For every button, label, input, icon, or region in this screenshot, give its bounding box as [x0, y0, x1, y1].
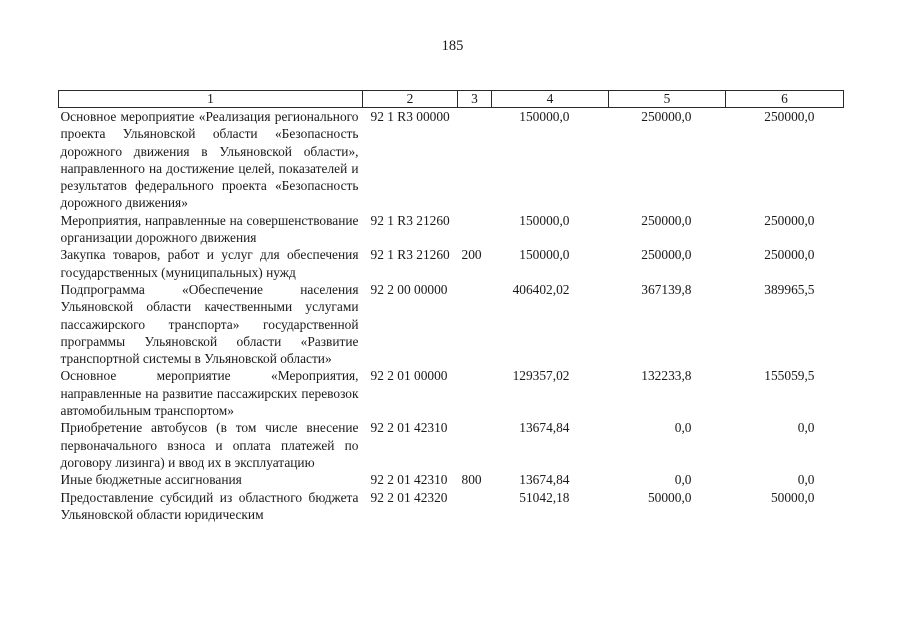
row-type-cell	[458, 489, 492, 524]
row-value-year2: 0,0	[674, 420, 692, 436]
page-number: 185	[441, 38, 464, 54]
row-code-cell: 92 2 00 00000	[370, 281, 448, 297]
budget-table	[58, 90, 844, 523]
row-code-cell: 92 1 R3 21260	[370, 212, 450, 228]
row-name-cell: Основное мероприятие «Реализация регионального проекта Ульяновской области «Безопасность дорожного движения в Ульяновской области», направленного на достижение целей, показателей и результатов федерального проекта «Безопасность дорожного движения»	[60, 109, 359, 211]
table-row	[59, 489, 844, 524]
header-col-5: 5	[609, 91, 726, 108]
row-name-cell: Основное мероприятие «Мероприятия, направленные на развитие пассажирских перевозок автомобильным транспортом»	[60, 368, 359, 419]
table-row	[59, 281, 844, 367]
row-value-year1: 150000,0	[519, 212, 570, 228]
row-type-cell: 200	[461, 247, 482, 263]
row-value-year2: 50000,0	[647, 489, 692, 505]
row-value-year1: 51042,18	[519, 489, 570, 505]
table-row	[59, 212, 844, 247]
row-value-year1: 13674,84	[519, 420, 570, 436]
row-value-year1: 129357,02	[512, 368, 570, 384]
row-name-cell: Мероприятия, направленные на совершенствование организации дорожного движения	[60, 212, 359, 246]
row-value-year3: 389965,5	[764, 281, 815, 297]
row-value-year2: 367139,8	[641, 281, 692, 297]
table-row	[59, 471, 844, 488]
table-body	[59, 108, 844, 524]
row-name-cell: Приобретение автобусов (в том числе внесение первоначального взноса и оплата платежей по договору лизинга) и ввод их в эксплуатацию	[60, 420, 359, 470]
row-code-cell: 92 1 R3 00000	[370, 109, 450, 124]
row-value-year3: 250000,0	[764, 212, 815, 228]
row-type-cell	[458, 419, 492, 471]
row-value-year2: 250000,0	[641, 212, 692, 228]
row-type-cell	[458, 367, 492, 419]
row-value-year1: 150000,0	[519, 247, 570, 263]
row-type-cell	[458, 281, 492, 367]
row-type-cell: 800	[461, 472, 482, 488]
table-header-row	[59, 91, 844, 108]
row-type-cell	[458, 108, 492, 212]
row-value-year2: 250000,0	[641, 247, 692, 263]
row-name-cell: Закупка товаров, работ и услуг для обеспечения государственных (муниципальных) нужд	[60, 247, 359, 280]
header-col-6: 6	[726, 91, 844, 108]
row-name-cell: Иные бюджетные ассигнования	[60, 472, 242, 488]
header-col-4: 4	[492, 91, 609, 108]
row-value-year3: 50000,0	[770, 489, 815, 505]
row-type-cell	[458, 212, 492, 247]
table-row	[59, 246, 844, 281]
row-value-year3: 250000,0	[764, 109, 815, 124]
row-value-year3: 0,0	[797, 472, 815, 488]
row-value-year3: 155059,5	[764, 368, 815, 384]
row-name-cell: Предоставление субсидий из областного бюджета Ульяновской области юридическим	[60, 489, 359, 522]
table-row	[59, 367, 844, 419]
header-col-3: 3	[458, 91, 492, 108]
row-name-cell: Подпрограмма «Обеспечение населения Ульяновской области качественными услугами пассажирского транспорта» государственной программы Ульяновской области «Развитие транспортной системы в Ульяновской области»	[60, 281, 359, 367]
table-row	[59, 419, 844, 471]
row-value-year2: 0,0	[674, 472, 692, 488]
row-code-cell: 92 2 01 42320	[370, 489, 448, 505]
row-code-cell: 92 2 01 42310	[370, 420, 448, 436]
row-code-cell: 92 1 R3 21260	[370, 247, 450, 263]
row-value-year2: 132233,8	[641, 368, 692, 384]
row-value-year1: 406402,02	[512, 281, 570, 297]
row-value-year1: 150000,0	[519, 109, 570, 124]
header-col-1: 1	[59, 91, 363, 108]
row-value-year3: 250000,0	[764, 247, 815, 263]
row-code-cell: 92 2 01 42310	[370, 472, 448, 488]
row-code-cell: 92 2 01 00000	[370, 368, 448, 384]
row-value-year3: 0,0	[797, 420, 815, 436]
table-row	[59, 108, 844, 212]
row-value-year2: 250000,0	[641, 109, 692, 124]
header-col-2: 2	[363, 91, 458, 108]
row-value-year1: 13674,84	[519, 472, 570, 488]
